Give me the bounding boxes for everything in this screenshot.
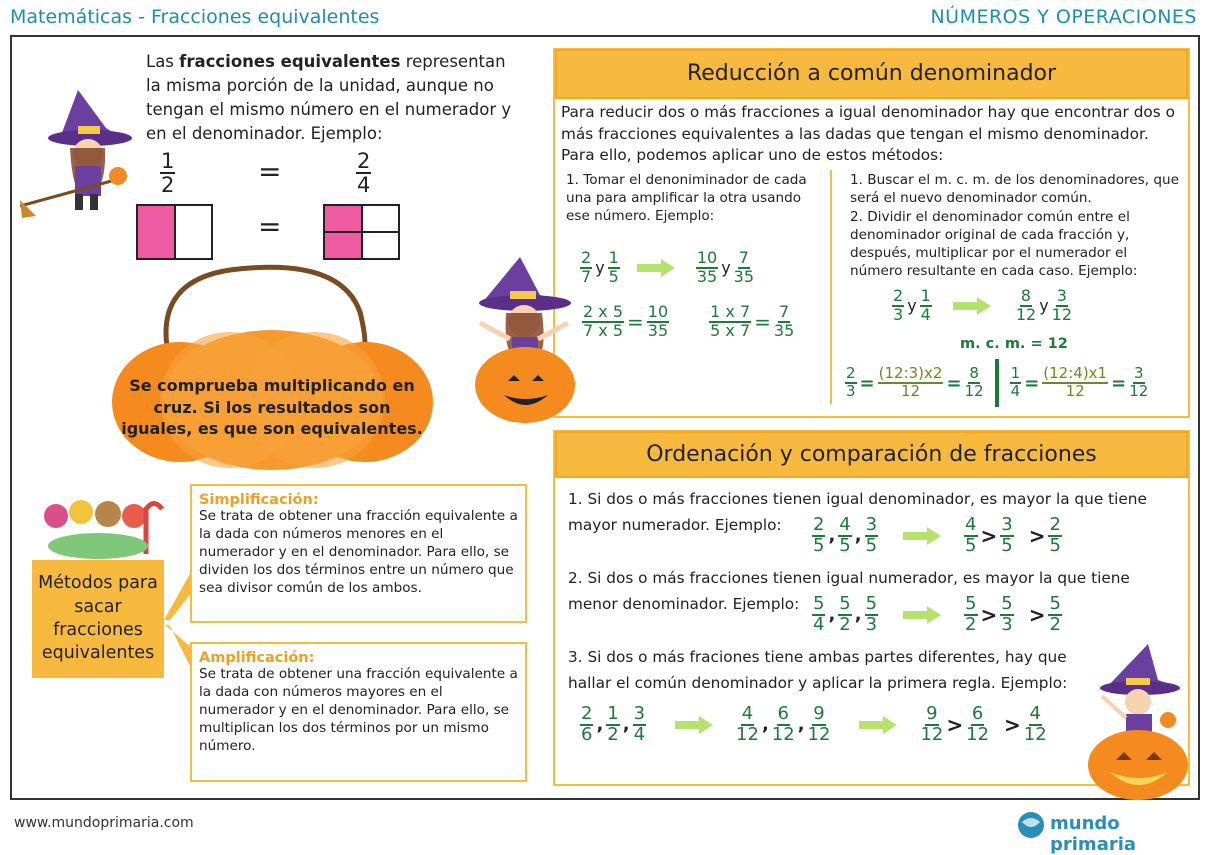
arrow-icon (637, 259, 675, 277)
method1-text: 1. Tomar el denoniminador de cada una para amplificar la otra usando ese número. Ejemplo: (566, 172, 807, 224)
rule3-example: 2 6 , 1 2 , 3 4 4 12 , 6 12 , 9 12 9 12 > 6 12 > 4 12 (581, 703, 1047, 745)
example-fraction-2: $\frac{2}{4}$ (357, 149, 371, 198)
pumpkin-text: Se comprueba multiplicando en cruz. Si los resultados son iguales, es que son equivalentes. (121, 376, 423, 439)
reduccion-title: Reducción a común denominador (555, 49, 1188, 99)
quarters-bar (323, 204, 401, 260)
equals-sign: = (258, 210, 282, 243)
simplificacion-text: Se trata de obtener una fracción equivalente a la dada con números menores en el numerador y en el denominador. Para ello, se dividen los dos términos entre un número que sea divisor común de los ambos. (199, 508, 518, 596)
rule1-line1: 1. Si dos o más fracciones tienen igual denominador, es mayor la que tiene (568, 490, 1147, 508)
method2b-text: 2. Dividir el denominador común entre el denominador original de cada fracción y, después, multiplicar por el numerador el número resultante en cada caso. Ejemplo: (850, 209, 1138, 279)
amplificacion-text: Se trata de obtener una fracción equivalente a la dada con números mayores en el numerador y en el denominador. Para ello, se multiplican los dos términos por un mismo número. (199, 666, 518, 754)
method2-calc: $\frac{2}{3}$ = $\frac{(12:3)x2}{12}$ = $\frac{8}{12}$ $\frac{1}{4}$ = $\frac{(12:4)x1}{12}$ = $\frac{3}{12}$ (845, 359, 1148, 407)
half-bar (136, 204, 214, 260)
simplificacion-box (190, 484, 527, 623)
arrow-icon (859, 716, 897, 734)
amplificacion-title: Amplificación: (199, 650, 315, 666)
footer-brand[interactable]: mundo primaria (1050, 813, 1137, 855)
method1-calc: $\frac{2 x 5}{7 x 5}$ = $\frac{10}{35}$ $\frac{1 x 7}{5 x 7}$ = $\frac{7}{35}$ (583, 302, 795, 340)
witch-on-pumpkin-illustration (1088, 640, 1190, 800)
page-title: Matemáticas - Fracciones equivalentes (10, 6, 380, 28)
method2a-text: 1. Buscar el m. c. m. de los denominadores, que será el nuevo denominador común. (850, 172, 1180, 206)
column-divider (830, 170, 832, 404)
arrow-icon (675, 716, 713, 734)
rule1-example: 2 5 , 4 5 , 3 5 4 5 > 3 5 > 2 5 (813, 514, 1061, 556)
ordenacion-title: Ordenación y comparación de fracciones (555, 431, 1188, 478)
arrow-icon (953, 297, 991, 315)
arrow-icon (903, 606, 941, 624)
arrow-icon (903, 527, 941, 545)
candies-illustration (36, 494, 166, 560)
rule2-line1: 2. Si dos o más fracciones tienen igual numerador, es mayor la que tiene (568, 569, 1130, 587)
equals-sign: = (258, 155, 282, 188)
witch-illustration (20, 88, 140, 218)
amplificacion-box (190, 642, 527, 782)
rule3-line1: 3. Si dos o más fraciones tiene ambas partes diferentes, hay que (568, 648, 1067, 666)
intro-text: Las fracciones equivalentes representan la misma porción de la unidad, aunque no tengan el mismo número en el numerador y en el denominador. Ejemplo: (146, 52, 512, 143)
method1-example: 2 7 y 1 5 10 35 y 7 35 (581, 248, 755, 286)
example-fraction-1: $\frac{1}{2}$ (161, 149, 175, 198)
footer-url[interactable]: www.mundoprimaria.com (14, 815, 194, 831)
mcm-label: m. c. m. = 12 (960, 336, 1068, 352)
rule2-line2: menor denominador. Ejemplo: (568, 595, 800, 613)
globe-icon (1016, 810, 1046, 840)
rule2-example: 5 4 , 5 2 , 5 3 5 2 > 5 3 > 5 2 (813, 593, 1061, 635)
rule1-line2: mayor numerador. Ejemplo: (568, 516, 782, 534)
reduccion-intro: Para reducir dos o más fracciones a igual denominador hay que encontrar dos o más fracciones equivalentes a las dadas que tengan el mismo denominador. Para ello, podemos aplicar uno de estos métodos: (561, 103, 1175, 165)
rule3-line2: hallar el común denominador y aplicar la primera regla. Ejemplo: (568, 674, 1068, 692)
methods-title: Métodos para sacar fracciones equivalentes (32, 560, 164, 678)
section-title: NÚMEROS Y OPERACIONES (930, 6, 1197, 28)
pumpkin-basket-illustration (110, 262, 435, 472)
simplificacion-title: Simplificación: (199, 492, 319, 508)
method2-example: 2 3 y 1 4 8 12 y 3 12 (893, 286, 1073, 324)
witch-pumpkin-illustration (470, 255, 580, 425)
